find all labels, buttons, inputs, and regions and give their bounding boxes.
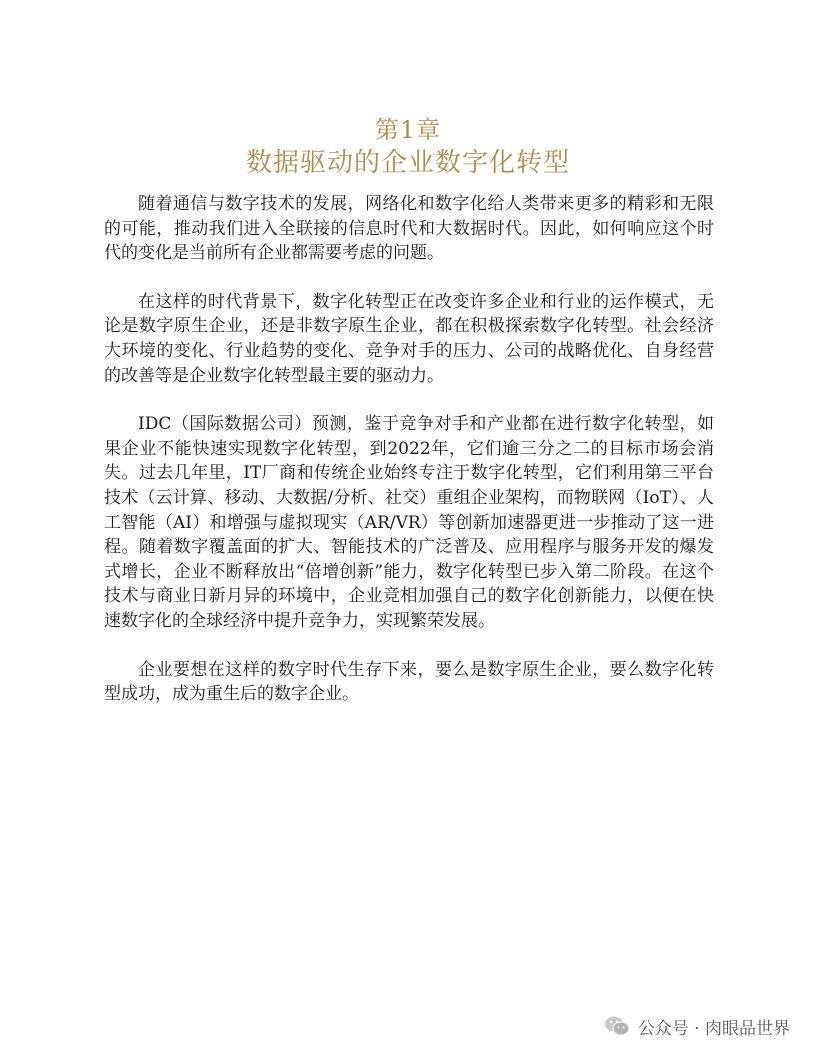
watermark-text: 公众号 · 肉眼品世界 xyxy=(637,1018,790,1039)
chapter-title: 数据驱动的企业数字化转型 xyxy=(245,148,570,178)
paragraph-background: 在这样的时代背景下，数字化转型正在改变许多企业和行业的运作模式，无论是数字原生企业，还是非数字原生企业，都在积极探索数字化转型。社会经济大环境的变化、行业趋势的变化、竞争对手的压力、公司的战略优化、自身经营的改善等是企业数字化转型最主要的驱动力。 xyxy=(104,291,714,386)
paragraph-idc-forecast: IDC（国际数据公司）预测，鉴于竞争对手和产业都在进行数字化转型，如果企业不能快速实现数字化转型，到2022年，它们逾三分之二的目标市场会消失。过去几年里，IT厂商和传统企业始终专注于数字化转型，它们利用第三平台技术（云计算、移动、大数据/分析、社交）重组企业架构，而物联网（IoT）、人工智能（AI）和增强与虚拟现实（AR/VR）等创新加速器更进一步推动了这一进程。随着数字覆盖面的扩大、智能技术的广泛普及、应用程序与服务开发的爆发式增长，企业不断释放出“倍增创新”能力，数字化转型已步入第二阶段。在这个技术与商业日新月异的环境中，企业竞相加强自己的数字化创新能力，以便在快速数字化的全球经济中提升竞争力，实现繁荣发展。 xyxy=(104,414,714,631)
body-text xyxy=(104,192,714,731)
paragraph-intro: 随着通信与数字技术的发展，网络化和数字化给人类带来更多的精彩和无限的可能，推动我们进入全联接的信息时代和大数据时代。因此，如何响应这个时代的变化是当前所有企业都需要考虑的问题。 xyxy=(104,194,714,264)
chapter-heading xyxy=(0,114,816,180)
wechat-icon xyxy=(604,1015,630,1037)
wechat-watermark xyxy=(604,1014,790,1038)
paragraph-conclusion: 企业要想在这样的数字时代生存下来，要么是数字原生企业，要么数字化转型成功，成为重生后的数字企业。 xyxy=(104,659,714,705)
chapter-number: 第1章 xyxy=(374,116,442,144)
